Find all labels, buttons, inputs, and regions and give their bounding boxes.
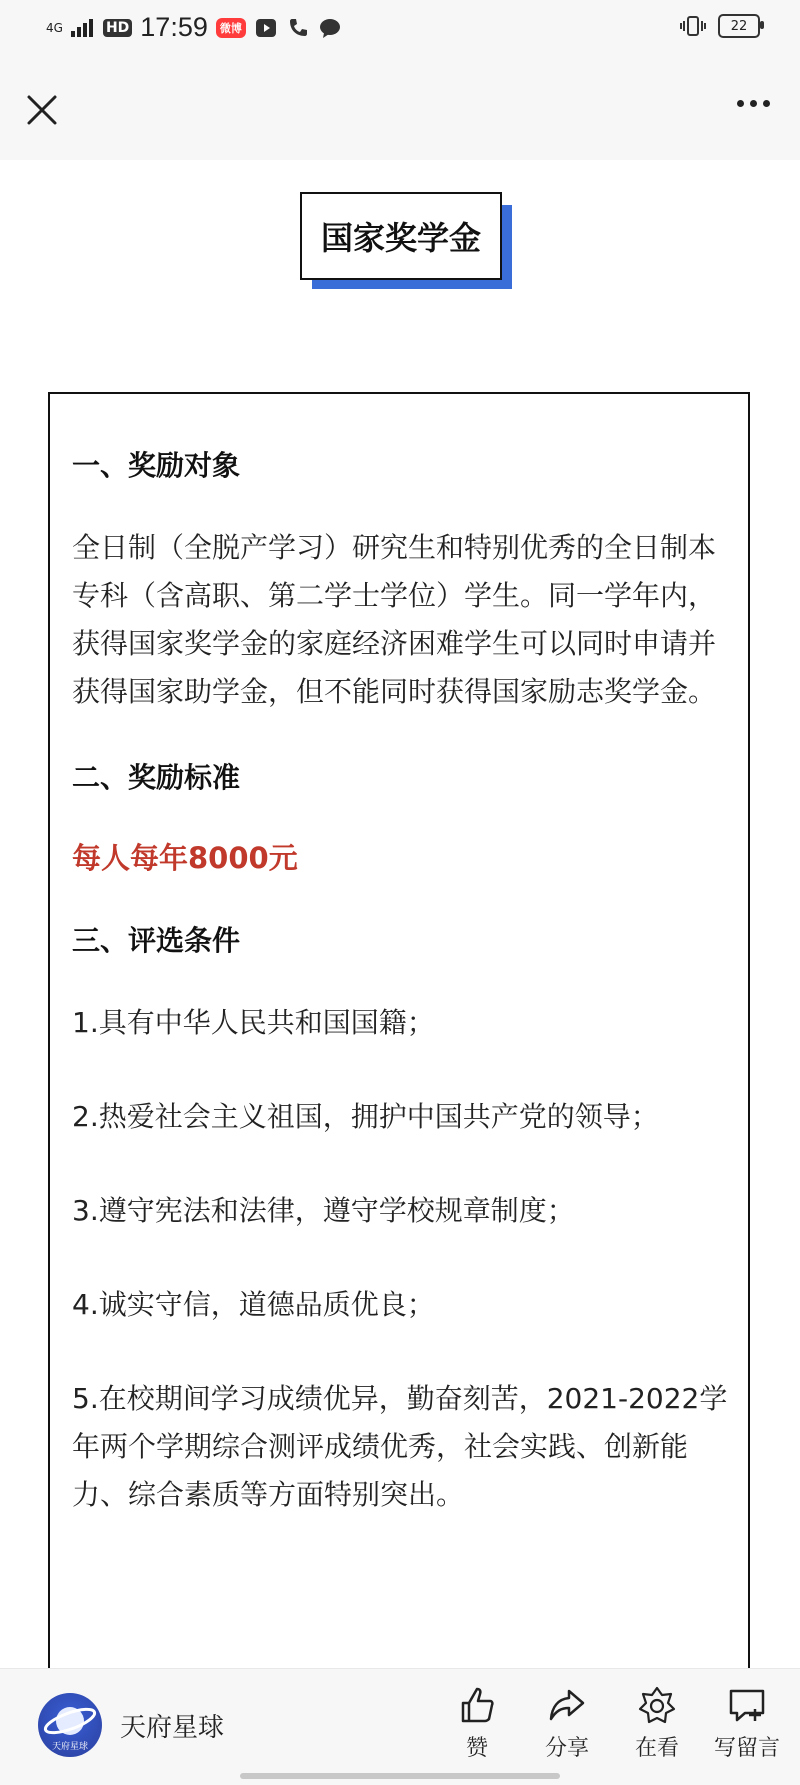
vibrate-icon <box>680 15 706 37</box>
more-dot-icon <box>750 100 757 107</box>
title-box <box>300 192 502 280</box>
wow-icon <box>637 1685 677 1725</box>
section-body: 全日制（全脱产学习）研究生和特别优秀的全日制本专科（含高职、第二学士学位）学生。同一学年内，获得国家奖学金的家庭经济困难学生可以同时申请并获得国家助学金，但不能同时获得国家励志奖学金。 <box>72 531 717 708</box>
battery-indicator <box>718 14 760 38</box>
phone-icon <box>286 16 310 40</box>
bottom-bar <box>0 1668 800 1785</box>
app-bar <box>0 60 800 160</box>
section-heading: 一、奖励对象 <box>72 449 241 482</box>
status-bar <box>0 0 800 60</box>
home-indicator[interactable] <box>240 1773 560 1779</box>
avatar <box>38 1693 102 1757</box>
status-right <box>680 14 760 38</box>
more-options-button[interactable] <box>737 100 770 107</box>
award-amount: 每人每年8000元 <box>72 841 298 875</box>
wow-button[interactable] <box>624 1685 690 1762</box>
section-heading: 三、评选条件 <box>72 924 241 957</box>
account-link[interactable] <box>38 1693 224 1757</box>
battery-level: 22 <box>730 18 748 34</box>
play-icon <box>254 16 278 40</box>
close-button[interactable] <box>22 90 62 130</box>
like-button[interactable] <box>444 1685 510 1762</box>
account-name: 天府星球 <box>120 1712 225 1743</box>
time: 17:59 <box>140 12 208 42</box>
share-button[interactable] <box>534 1685 600 1762</box>
comment-button[interactable] <box>714 1685 780 1762</box>
criteria-item: 5.在校期间学习成绩优异，勤奋刻苦，2021-2022学年两个学期综合测评成绩优秀，社会实践、创新能力、综合素质等方面特别突出。 <box>72 1382 728 1511</box>
article-content <box>48 392 750 1784</box>
criteria-item: 1.具有中华人民共和国国籍； <box>72 1006 435 1039</box>
wow-label: 在看 <box>634 1736 679 1761</box>
share-icon <box>547 1685 587 1725</box>
avatar-text: 天府星球 <box>51 1742 89 1752</box>
message-icon <box>318 16 342 40</box>
weibo-badge: 微博 <box>216 18 246 38</box>
comment-label: 写留言 <box>714 1736 781 1761</box>
criteria-item: 4.诚实守信，道德品质优良； <box>72 1288 435 1321</box>
status-left <box>46 12 342 43</box>
share-label: 分享 <box>544 1736 589 1761</box>
network-label: 4G <box>46 20 63 35</box>
criteria-item: 2.热爱社会主义祖国，拥护中国共产党的领导； <box>72 1100 659 1133</box>
action-group <box>444 1685 780 1762</box>
close-icon <box>26 94 58 126</box>
section-heading: 二、奖励标准 <box>72 761 241 794</box>
article-title: 国家奖学金 <box>320 219 481 257</box>
thumbs-up-icon <box>457 1685 497 1725</box>
planet-logo-icon <box>38 1693 102 1757</box>
more-dot-icon <box>763 100 770 107</box>
more-dot-icon <box>737 100 744 107</box>
comment-add-icon <box>727 1685 767 1725</box>
like-label: 赞 <box>465 1736 488 1761</box>
criteria-item: 3.遵守宪法和法律，遵守学校规章制度； <box>72 1194 575 1227</box>
signal-icon <box>71 19 95 37</box>
hd-badge: HD <box>103 19 132 37</box>
